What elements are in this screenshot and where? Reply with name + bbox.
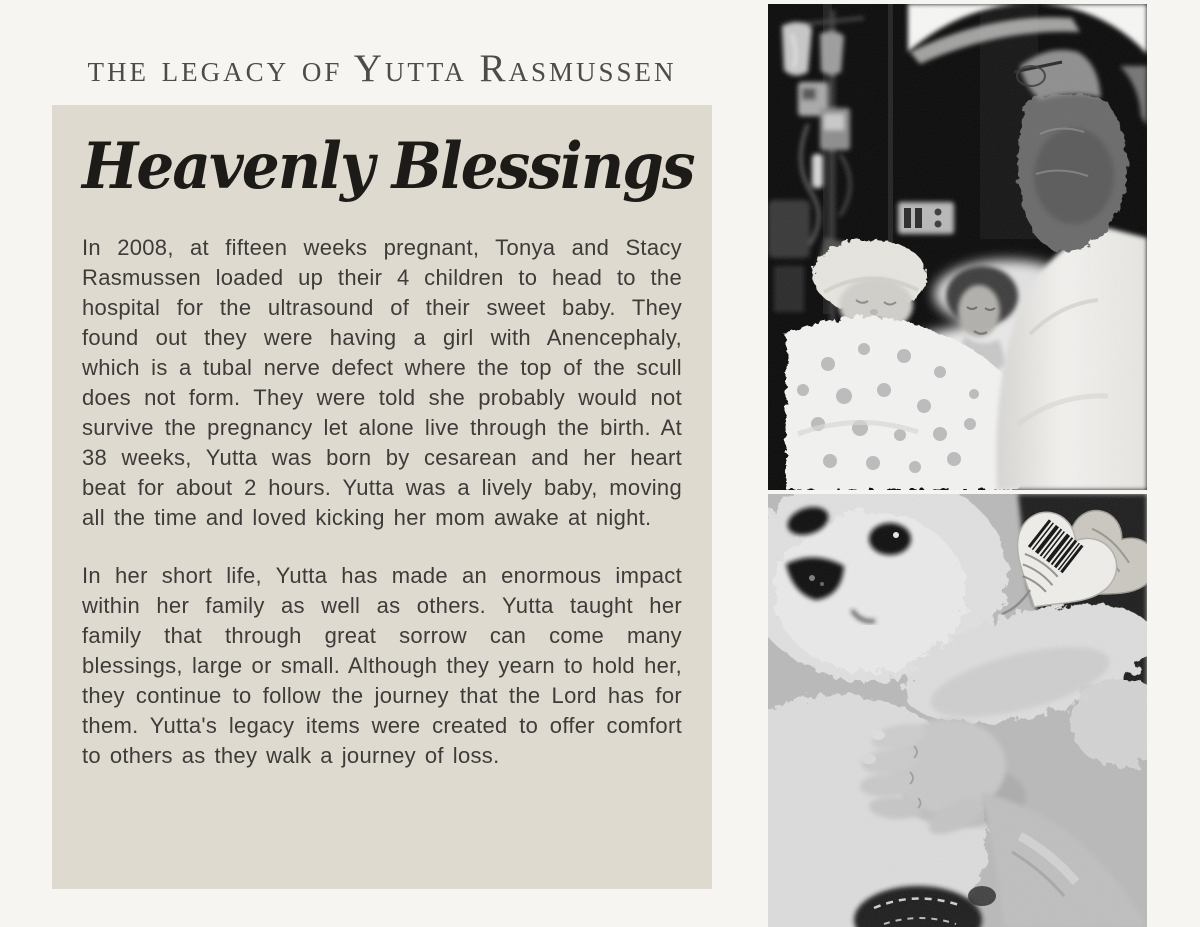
teddy-bear-photo (768, 494, 1147, 927)
story-text (82, 233, 682, 771)
story-panel (52, 105, 712, 889)
hospital-bedside-photo (768, 4, 1147, 490)
hospital-photo-illustration (768, 4, 1147, 490)
teddy-bear-illustration (768, 494, 1147, 927)
story-paragraph-2: In her short life, Yutta has made an enormous impact within her family as well as others. Yutta taught her family that through great sorrow can come many blessings, large or small. Although they yearn to hold her, they continue to follow the journey that the Lord has for them. Yutta's legacy items were created to offer comfort to others as they walk a journey of loss. (82, 563, 682, 768)
story-paragraph-1: In 2008, at fifteen weeks pregnant, Tonya and Stacy Rasmussen loaded up their 4 children to head to the hospital for the ultrasound of their sweet baby. They found out they were having a girl with Anencephaly, which is a tubal nerve defect where the top of the scull does not form. They were told she probably would not survive the pregnancy let alone live through the birth. At 38 weeks, Yutta was born by cesarean and her heart beat for about 2 hours. Yutta was a lively baby, moving all the time and loved kicking her mom awake at night. (82, 235, 682, 530)
page-title: Heavenly Blessings (82, 129, 694, 204)
page-kicker: the legacy of Yutta Rasmussen (87, 47, 677, 90)
